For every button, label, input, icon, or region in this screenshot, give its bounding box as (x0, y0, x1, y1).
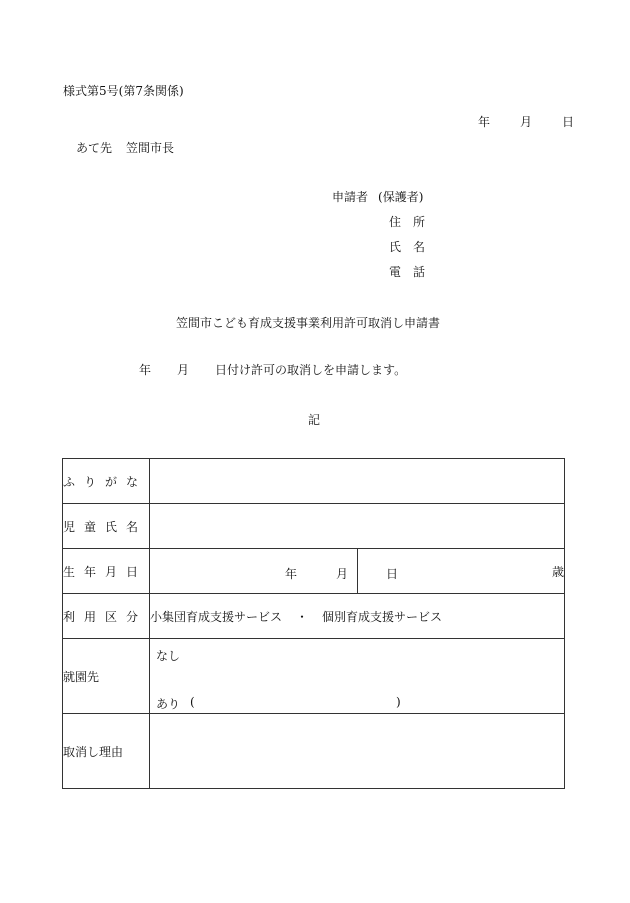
date-year: 年 (478, 115, 491, 129)
birth-month-unit: 月 (336, 567, 349, 581)
request-line (139, 364, 406, 376)
usage-label: 利用区分 (63, 594, 150, 639)
request-year: 年 (139, 363, 152, 377)
child-name-row (63, 504, 565, 549)
school-yes-option[interactable]: あり (156, 697, 181, 711)
school-row (63, 639, 565, 714)
request-text: 日付け許可の取消しを申請します。 (215, 363, 407, 377)
school-field[interactable] (150, 639, 565, 714)
addressee-prefix: あて先 (76, 141, 113, 155)
option-separator: ・ (296, 609, 309, 624)
application-table (62, 458, 565, 789)
addressee-name: 笠間市長 (126, 141, 175, 155)
birth-year-unit: 年 (285, 567, 298, 581)
date-month: 月 (520, 115, 533, 129)
paren-open: ( (190, 695, 195, 709)
age-unit: 歳 (551, 564, 564, 579)
furigana-label: ふりがな (63, 459, 150, 504)
usage-options (150, 594, 565, 639)
child-name-field[interactable] (150, 504, 565, 549)
service-group-option[interactable]: 小集団育成支援サービス (150, 609, 283, 624)
school-label: 就園先 (63, 639, 150, 714)
reason-label: 取消し理由 (63, 714, 150, 789)
child-name-label: 児童氏名 (63, 504, 150, 549)
applicant-role: (保護者) (378, 190, 424, 204)
birthdate-field[interactable] (150, 549, 399, 594)
date-day: 日 (562, 115, 575, 129)
usage-row (63, 594, 565, 639)
reason-field[interactable] (150, 714, 565, 789)
request-month: 月 (177, 363, 190, 377)
birth-day-unit: 日 (386, 567, 399, 581)
form-number: 様式第5号(第7条関係) (63, 84, 184, 98)
document-title: 笠間市こども育成支援事業利用許可取消し申請書 (176, 316, 441, 330)
address-label: 住所 (389, 215, 438, 229)
birthdate-row (63, 549, 565, 594)
furigana-field[interactable] (150, 459, 565, 504)
paren-close: ) (396, 695, 401, 709)
phone-label: 電話 (389, 265, 438, 279)
furigana-row (63, 459, 565, 504)
reason-row (63, 714, 565, 789)
school-none-option[interactable]: なし (156, 649, 181, 663)
applicant-label: 申請者 (332, 190, 369, 204)
date-line (478, 116, 574, 128)
name-label: 氏名 (389, 240, 438, 254)
service-individual-option[interactable]: 個別育成支援サービス (322, 609, 443, 624)
addressee-line (76, 142, 174, 154)
ki-heading: 記 (308, 413, 321, 427)
birthdate-label: 生年月日 (63, 549, 150, 594)
applicant-heading (332, 191, 423, 203)
